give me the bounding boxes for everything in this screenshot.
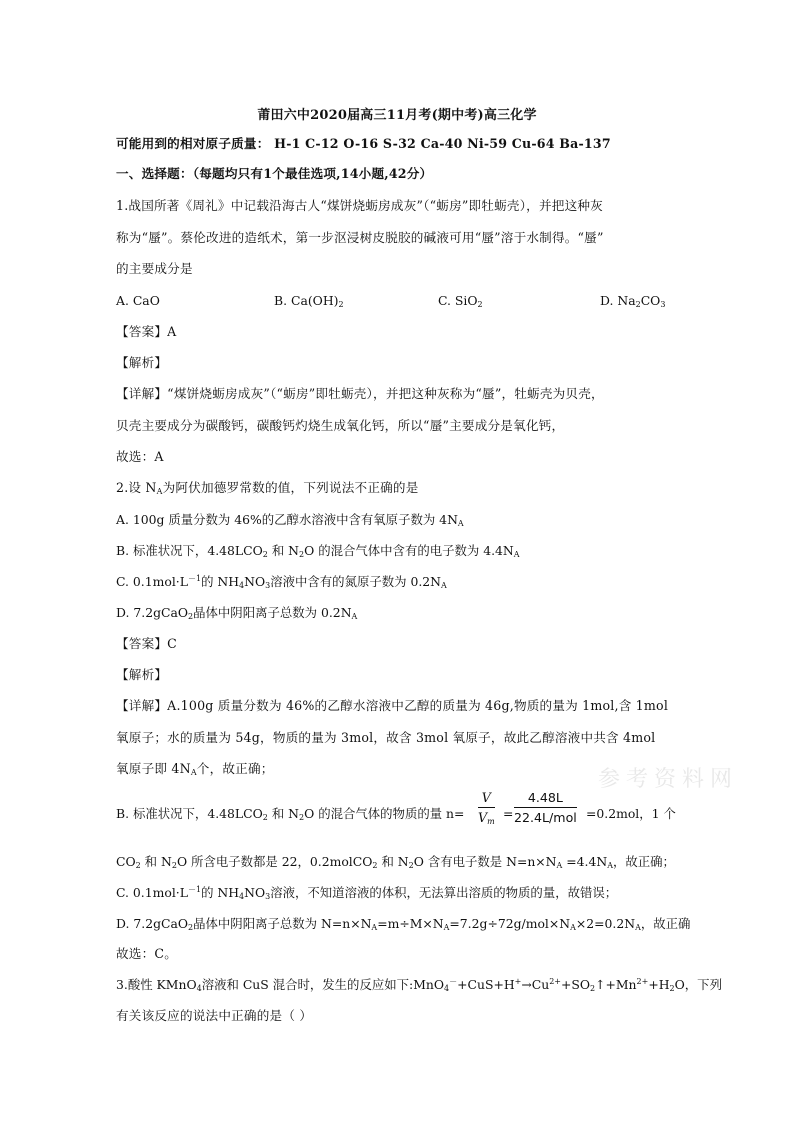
q2-detail-b-result: =0.2mol，1 个	[586, 806, 676, 821]
q1-stem-line2: 称为“蜃”。蔡伦改进的造纸术，第一步沤浸树皮脱胶的碱液可用“蜃”溶于水制得。“蜃”	[116, 230, 604, 245]
q2-detail-line3: 氧原子即 $4N_A$个，故正确；	[116, 761, 274, 777]
q2-detail-b-line2: $CO_2$ 和 $N_2O$ 所含电子数都是 22，0.2molCO$_2$ 和 $N_2O$ 含有电子数是 $N=n\times N_A =4.4N_A$，故正确；	[116, 854, 675, 870]
q2-option-a: A. 100g 质量分数为 46%的乙醇水溶液中含有氧原子数为 $4N_A$	[116, 512, 464, 528]
q2-choice: 故选：C。	[116, 946, 178, 961]
q1-detail-line2: 贝壳主要成分为碳酸钙，碳酸钙灼烧生成氧化钙，所以“蜃”主要成分是氧化钙，	[116, 418, 565, 433]
q2-detail-b-line: B. 标准状况下，$4.48LCO_2$ 和 $N_2O$ 的混合气体的物质的量 n=	[116, 806, 465, 822]
q1-stem-line1: 1.战国所著《周礼》中记载沿海古人“煤饼烧蛎房成灰”（“蛎房”即牡蛎壳），并把这种灰	[116, 198, 603, 213]
q1-choice: 故选：A	[116, 449, 164, 464]
atomic-mass-line: 可能用到的相对原子质量： H-1 C-12 O-16 S-32 Ca-40 Ni-59 Cu-64 Ba-137	[116, 136, 611, 151]
q2-detail-line2: 氧原子；水的质量为 54g，物质的量为 3mol，故含 3mol 氧原子，故此乙醇溶液中共含 4mol	[116, 730, 656, 745]
equals-sign: =	[503, 806, 514, 821]
q2-option-d: D. 7.2gCaO$_2$晶体中阴阳离子总数为 $0.2N_A$	[116, 605, 358, 621]
section-heading: 一、选择题：（每题均只有1个最佳选项,14小题,42分）	[116, 166, 433, 181]
fraction-v-over-vm: $\frac{V}{V_m}$	[478, 790, 495, 826]
q2-detail-line1: 【详解】A.100g 质量分数为 46%的乙醇水溶液中乙醇的质量为 46g,物质的量为 1mol,含 1mol	[116, 698, 669, 713]
fraction-volume: 4.48L 22.4L/mol	[514, 790, 577, 825]
q2-option-b: B. 标准状况下，$4.48LCO_2$ 和 $N_2O$ 的混合气体中含有的电子数为 $4.4N_A$	[116, 543, 520, 559]
q1-option-c: C. SiO$_2$	[438, 293, 483, 309]
q1-option-a: A. CaO	[116, 293, 160, 308]
q2-stem: 2.设 $N_A$为阿伏加德罗常数的值，下列说法不正确的是	[116, 480, 419, 496]
q3-stem-line2: 有关该反应的说法中正确的是（ ）	[116, 1008, 313, 1023]
q2-detail-c-line: C. $0.1mol\cdot L^{-1}$的 $NH_4NO_3$溶液，不知道溶液的体积，无法算出溶质的物质的量，故错误；	[116, 885, 618, 901]
q1-stem-line3: 的主要成分是	[116, 261, 193, 276]
q1-option-d: D. $Na_2CO_3$	[600, 293, 666, 309]
q1-analysis-label: 【解析】	[116, 355, 168, 370]
q2-detail-d-line: D. 7.2gCaO$_2$晶体中阴阳离子总数为 $N=n\times N_A=m\div M\times N_A=7.2g\div 72g/mol\times N_A\times 2=0.2N_A$，故正确	[116, 916, 691, 932]
q1-detail-line1: 【详解】“煤饼烧蛎房成灰”（“蛎房”即牡蛎壳），并把这种灰称为“蜃”，牡蛎壳为贝壳，	[116, 386, 604, 401]
q3-stem-line1: 3.酸性 KMnO$_4$溶液和 CuS 混合时，发生的反应如下$:MnO_4^-+CuS+H^+\to Cu^{2+}+SO_2↑+Mn^{2+}+H_2O$，下列	[116, 977, 722, 993]
q2-answer: 【答案】C	[116, 636, 178, 651]
watermark: 参考资料网	[598, 767, 739, 792]
document-title: 莆田六中2020届高三11月考(期中考)高三化学	[257, 108, 537, 123]
q2-analysis-label: 【解析】	[116, 667, 168, 682]
q2-option-c: C. $0.1mol\cdot L^{-1}$的 $NH_4NO_3$溶液中含有的氮原子数为 $0.2N_A$	[116, 574, 447, 590]
q1-option-b: B. $Ca(OH)_2$	[274, 293, 344, 309]
q1-answer: 【答案】A	[116, 324, 177, 339]
